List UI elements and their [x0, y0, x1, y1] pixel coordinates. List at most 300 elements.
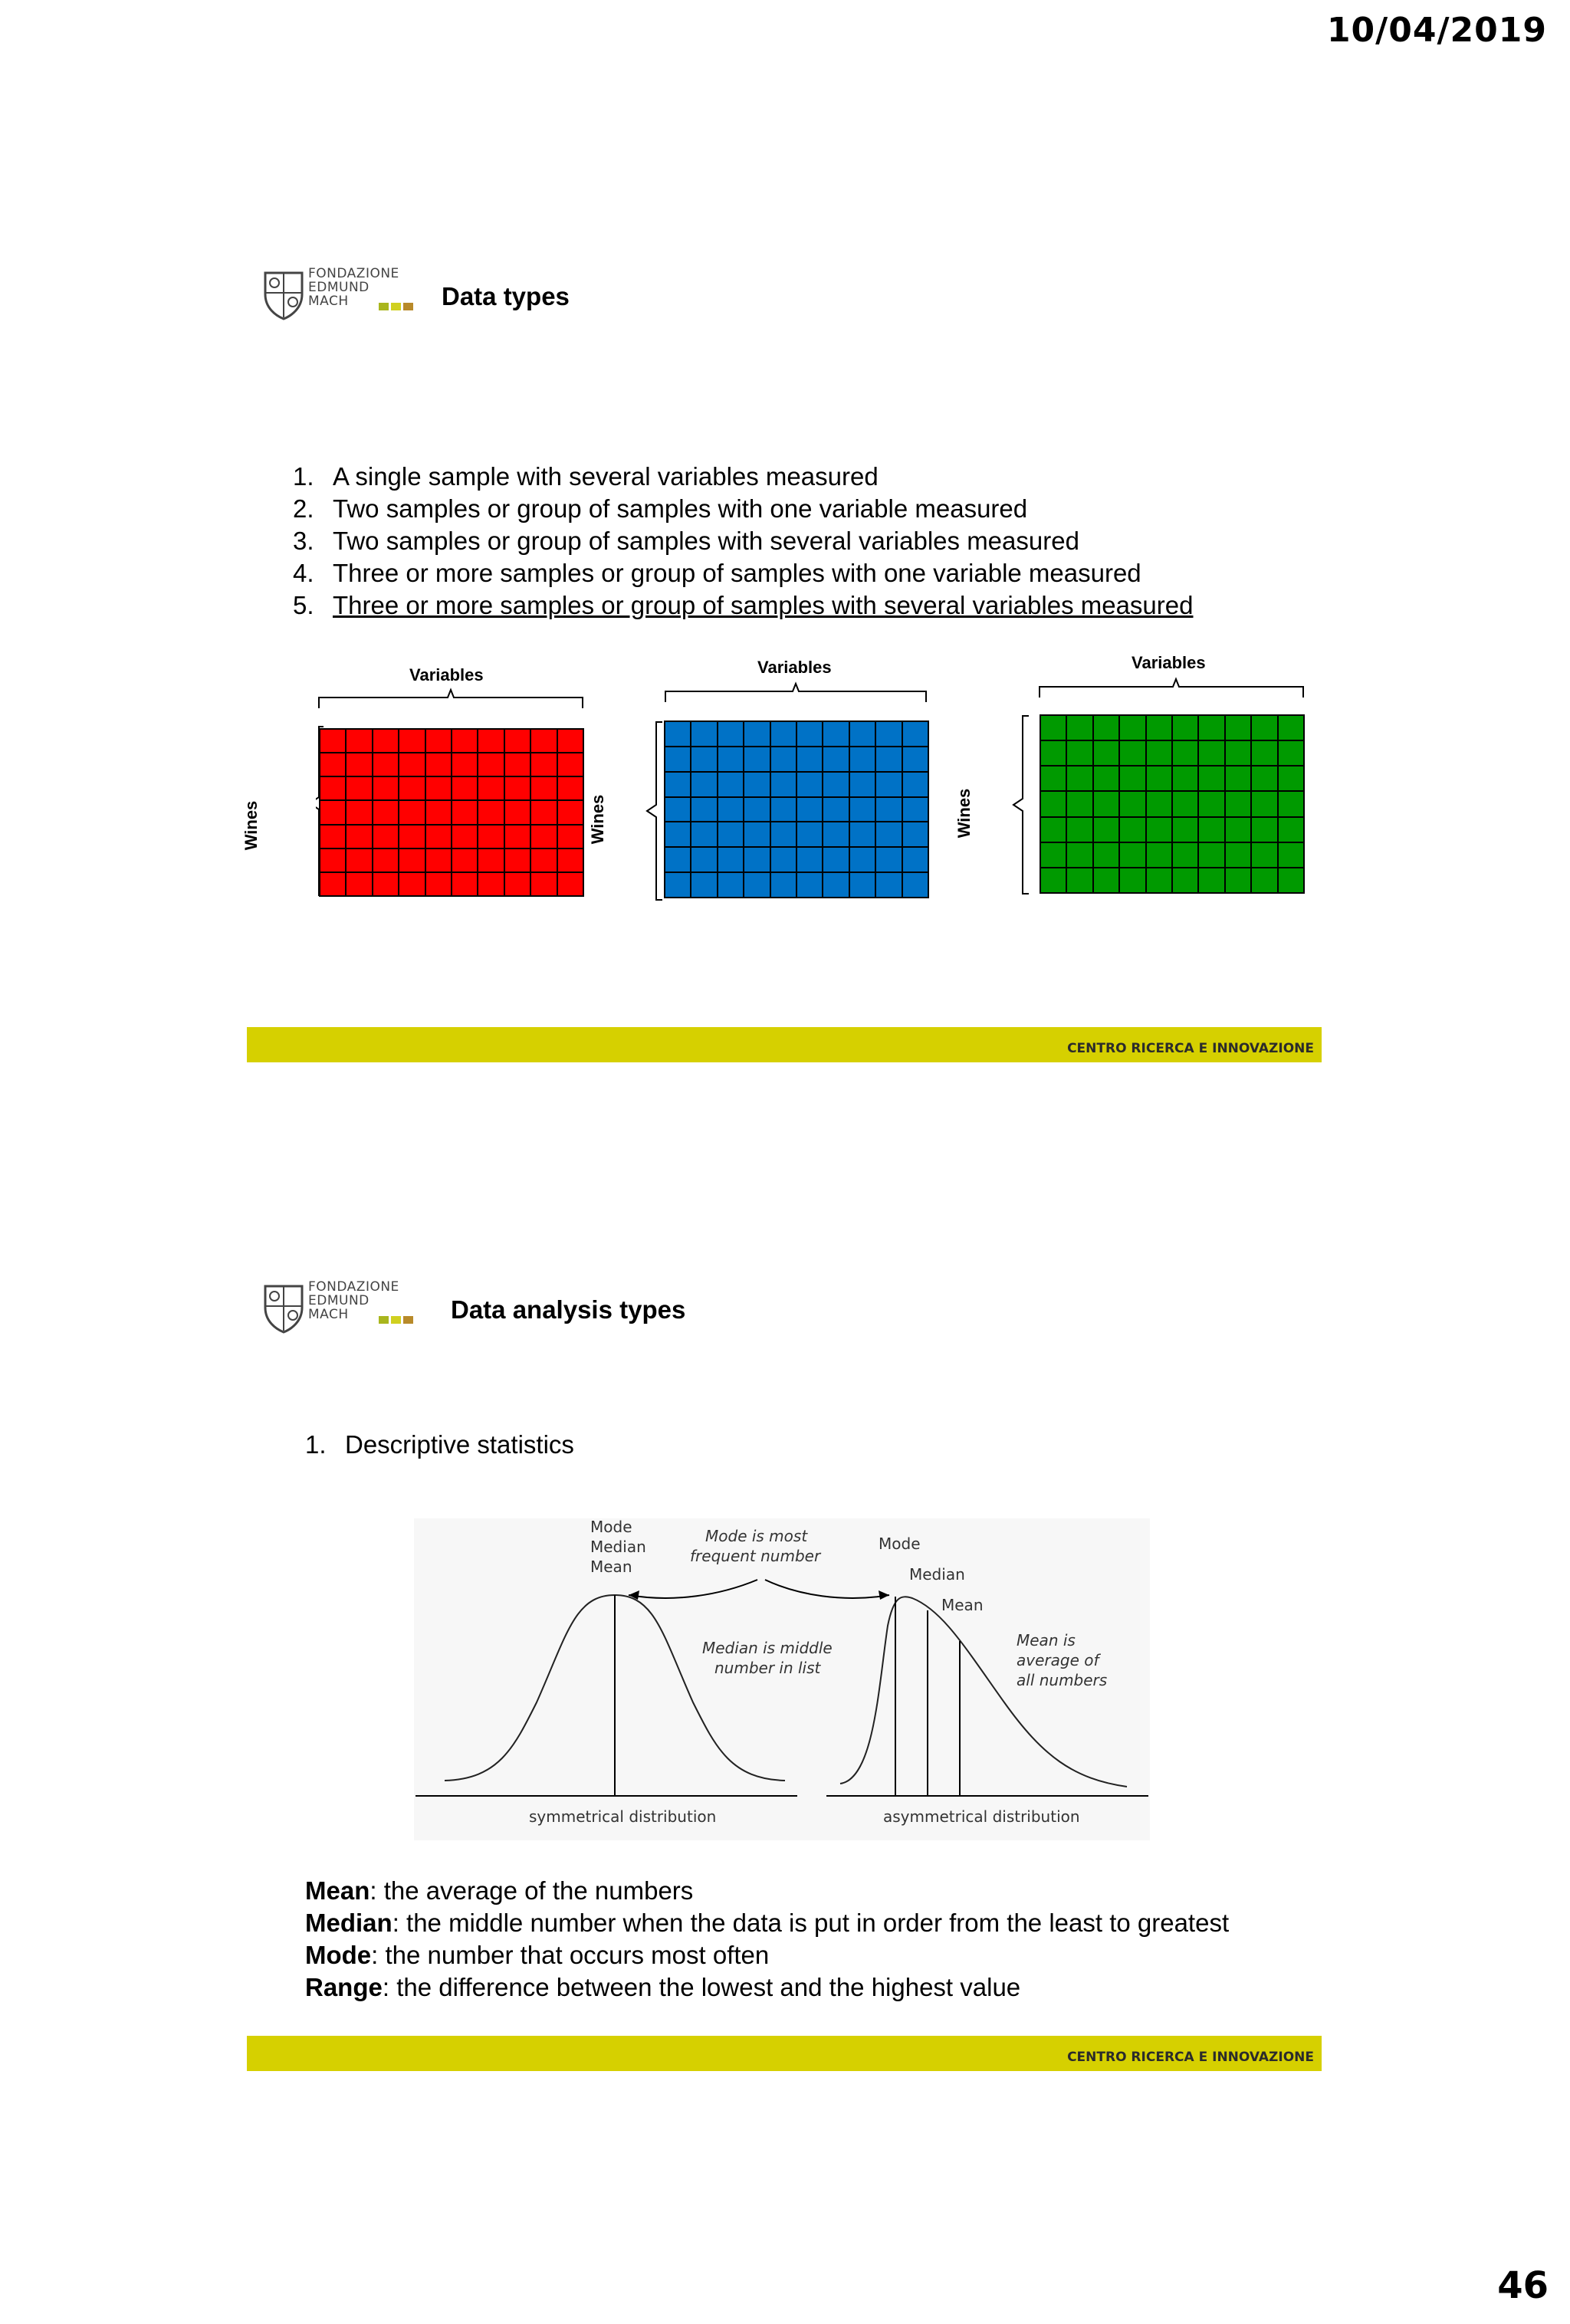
matrix-cell	[1040, 842, 1066, 868]
logo-line-2: EDMUND	[308, 1293, 370, 1308]
logo-squares	[379, 1314, 415, 1328]
matrix-cell	[665, 747, 691, 772]
matrix-cell	[1172, 715, 1198, 740]
list-text: Descriptive statistics	[345, 1430, 574, 1459]
matrix-cell	[1172, 791, 1198, 816]
list-text: Two samples or group of samples with several variables measured	[333, 527, 1079, 555]
matrix-cell	[346, 825, 372, 849]
shield-icon	[262, 268, 305, 320]
matrix-cell	[1093, 868, 1119, 893]
list-item	[293, 589, 1193, 622]
matrix-cell	[744, 872, 770, 898]
matrix-cell	[425, 872, 452, 896]
matrix-cell	[1119, 868, 1145, 893]
matrix-cell	[823, 797, 849, 822]
matrix-cell	[425, 800, 452, 824]
list-item	[293, 493, 1193, 525]
matrix-cell	[691, 772, 717, 797]
matrix-cell	[504, 849, 530, 872]
matrix-cell	[718, 822, 744, 847]
matrix-cell	[849, 772, 875, 797]
matrix-cell	[1251, 715, 1277, 740]
matrix-cell	[530, 849, 557, 872]
matrix-cell	[691, 747, 717, 772]
wines-label: Wines	[588, 794, 607, 845]
matrix-cell	[718, 847, 744, 872]
matrix-cell	[320, 849, 346, 872]
mode-note-line-1: Mode is most	[705, 1527, 808, 1545]
left-mode-label: Mode	[590, 1518, 632, 1536]
matrix-cell	[346, 729, 372, 753]
matrix-cell	[320, 729, 346, 753]
matrix-cell	[1278, 817, 1304, 842]
matrix-cell	[1093, 740, 1119, 766]
list-number: 4.	[293, 559, 314, 587]
matrix-cell	[320, 753, 346, 776]
matrix-cell	[691, 872, 717, 898]
matrix-cell	[875, 822, 902, 847]
matrix-cell	[875, 847, 902, 872]
matrix-cell	[320, 872, 346, 896]
definition-item	[305, 1939, 1229, 1971]
matrix-cell	[399, 872, 425, 896]
matrix-cell	[665, 772, 691, 797]
matrix-cell	[373, 729, 399, 753]
matrix-cell	[478, 800, 504, 824]
wines-label: Wines	[241, 800, 261, 851]
matrix-cell	[744, 822, 770, 847]
matrix-cell	[770, 822, 796, 847]
matrix-cell	[557, 849, 583, 872]
matrix-cell	[1225, 817, 1251, 842]
matrix-cell	[530, 753, 557, 776]
fem-logo	[262, 265, 423, 325]
arrow-left	[629, 1580, 757, 1598]
slide-footer-bar	[247, 1027, 1322, 1062]
matrix-cell	[425, 753, 452, 776]
mean-note-line-1: Mean is	[1017, 1631, 1076, 1649]
matrix-cell	[530, 800, 557, 824]
list-number: 1.	[293, 462, 314, 491]
matrix-cell	[1119, 766, 1145, 791]
matrix-cell	[399, 776, 425, 800]
matrix-cell	[452, 849, 478, 872]
matrix-cell	[425, 729, 452, 753]
median-note-line-2: number in list	[714, 1659, 821, 1677]
matrix-cell	[1146, 740, 1172, 766]
matrix-cell	[1172, 740, 1198, 766]
median-note-line-1: Median is middle	[702, 1639, 833, 1657]
logo-line-1: FONDAZIONE	[308, 1279, 399, 1295]
matrix-cell	[902, 822, 928, 847]
matrix-cell	[1093, 715, 1119, 740]
matrix-cell	[665, 872, 691, 898]
definition-term: Median	[305, 1909, 392, 1937]
matrix-cell	[452, 800, 478, 824]
matrix-cell	[1225, 868, 1251, 893]
matrix-cell	[346, 753, 372, 776]
matrix-cell	[1251, 740, 1277, 766]
mean-note-line-3: all numbers	[1017, 1671, 1108, 1689]
matrix-cell	[902, 772, 928, 797]
matrix-cell	[1040, 766, 1066, 791]
matrix-cell	[1172, 817, 1198, 842]
matrix-cell	[770, 772, 796, 797]
left-caption: symmetrical distribution	[529, 1807, 717, 1826]
matrix-cell	[1198, 842, 1224, 868]
matrix-cell	[665, 797, 691, 822]
matrix-cell	[1146, 868, 1172, 893]
matrix-cell	[425, 825, 452, 849]
list-item	[293, 525, 1193, 557]
matrix-cell	[478, 776, 504, 800]
matrix-cell	[1251, 766, 1277, 791]
matrix-cell	[1172, 842, 1198, 868]
matrix-cell	[1198, 740, 1224, 766]
definition-text: : the average of the numbers	[370, 1876, 694, 1905]
matrix-cell	[504, 825, 530, 849]
matrix-cell	[504, 800, 530, 824]
matrix-cell	[718, 872, 744, 898]
list-item	[305, 1430, 574, 1459]
list-number: 3.	[293, 527, 314, 555]
matrix-cell	[1198, 817, 1224, 842]
matrix-cell	[849, 747, 875, 772]
matrix-cell	[849, 847, 875, 872]
variables-label: Variables	[1132, 653, 1206, 672]
matrix-cell	[557, 800, 583, 824]
matrix-cell	[1066, 740, 1092, 766]
matrix-cell	[504, 729, 530, 753]
matrix-cell	[373, 849, 399, 872]
matrix-cell	[823, 721, 849, 747]
matrix-cell	[902, 847, 928, 872]
footer-text: CENTRO RICERCA E INNOVAZIONE	[1067, 2050, 1314, 2065]
matrix-cell	[1146, 715, 1172, 740]
matrix-cell	[1119, 740, 1145, 766]
variables-label: Variables	[757, 658, 832, 677]
matrix-cell	[452, 776, 478, 800]
matrix-cell	[849, 822, 875, 847]
arrow-right	[765, 1580, 889, 1598]
matrix-cell	[478, 849, 504, 872]
variables-label: Variables	[409, 665, 484, 684]
matrix-cell	[718, 797, 744, 822]
matrix-cell	[1146, 842, 1172, 868]
matrix-cell	[1119, 791, 1145, 816]
logo-square	[403, 1316, 413, 1324]
matrix-cell	[796, 747, 823, 772]
matrix-cell	[373, 776, 399, 800]
matrix-cell	[849, 721, 875, 747]
matrix-cell	[1119, 817, 1145, 842]
matrix-cell	[796, 872, 823, 898]
matrix-cell	[346, 776, 372, 800]
matrix-cell	[1225, 766, 1251, 791]
matrix-cell	[1251, 817, 1277, 842]
matrix-cell	[452, 729, 478, 753]
list-text: Three or more samples or group of samples with several variables measured	[333, 591, 1194, 619]
matrix-cell	[1278, 842, 1304, 868]
definition-item	[305, 1971, 1229, 2004]
list-number: 5.	[293, 591, 314, 619]
matrix-cell	[691, 721, 717, 747]
matrix-cell	[373, 800, 399, 824]
fem-logo	[262, 1279, 423, 1338]
matrix-cell	[373, 872, 399, 896]
matrix-cell	[1225, 715, 1251, 740]
matrix-cell	[504, 776, 530, 800]
matrix-cell	[796, 847, 823, 872]
matrix-cell	[902, 872, 928, 898]
mean-note-line-2: average of	[1017, 1651, 1099, 1669]
right-caption: asymmetrical distribution	[883, 1807, 1080, 1826]
matrix-cell	[425, 849, 452, 872]
matrix-cell	[875, 721, 902, 747]
matrix-cell	[1093, 842, 1119, 868]
matrix-cell	[770, 721, 796, 747]
slide-data-types	[241, 227, 1322, 1062]
definition-term: Range	[305, 1973, 383, 2001]
logo-square	[379, 1316, 389, 1324]
logo-square	[391, 1316, 401, 1324]
matrix-cell	[902, 747, 928, 772]
matrix-cell	[665, 721, 691, 747]
matrix-cell	[1278, 740, 1304, 766]
logo-square	[391, 303, 401, 310]
slide-data-analysis-types	[247, 1239, 1322, 2071]
matrix-cell	[796, 772, 823, 797]
matrix-cell	[1278, 715, 1304, 740]
matrix-cell	[665, 847, 691, 872]
matrix-cell	[770, 872, 796, 898]
matrix-cell	[425, 776, 452, 800]
matrix-cell	[718, 721, 744, 747]
matrix-cell	[504, 753, 530, 776]
matrix-cell	[530, 729, 557, 753]
list-number: 1.	[305, 1430, 327, 1459]
matrix-cell	[1066, 842, 1092, 868]
matrix-cell	[399, 800, 425, 824]
logo-line-2: EDMUND	[308, 280, 370, 295]
right-mean-label: Mean	[941, 1596, 984, 1614]
matrix-cell	[399, 729, 425, 753]
matrix-cell	[1198, 766, 1224, 791]
logo-line-3: MACH	[308, 1307, 349, 1322]
mode-note-line-2: frequent number	[690, 1547, 821, 1565]
matrix-cell	[373, 753, 399, 776]
matrix-cell	[1040, 791, 1066, 816]
matrix-cell	[478, 825, 504, 849]
matrix-cell	[346, 872, 372, 896]
matrix-cell	[1066, 868, 1092, 893]
matrix-cell	[902, 797, 928, 822]
matrix-cell	[1198, 868, 1224, 893]
list-text: A single sample with several variables measured	[333, 462, 879, 491]
footer-text: CENTRO RICERCA E INNOVAZIONE	[1067, 1041, 1314, 1056]
matrix-cell	[744, 847, 770, 872]
slide-footer-bar	[247, 2036, 1322, 2071]
asymmetric-curve	[840, 1597, 1127, 1787]
matrix-cell	[823, 747, 849, 772]
matrix-cell	[875, 797, 902, 822]
wine-matrix-red	[319, 728, 584, 897]
matrix-cell	[557, 729, 583, 753]
right-median-label: Median	[909, 1565, 965, 1584]
matrix-cell	[478, 753, 504, 776]
list-text: Two samples or group of samples with one variable measured	[333, 494, 1028, 523]
matrix-cell	[557, 753, 583, 776]
slide-title: Data types	[442, 282, 570, 310]
matrix-cell	[691, 822, 717, 847]
matrix-cell	[1093, 791, 1119, 816]
matrix-cell	[399, 753, 425, 776]
matrix-cell	[1251, 868, 1277, 893]
matrix-cell	[557, 776, 583, 800]
matrix-cell	[875, 872, 902, 898]
matrix-cell	[691, 797, 717, 822]
matrix-cell	[744, 772, 770, 797]
matrix-cell	[1146, 817, 1172, 842]
matrix-cell	[1066, 791, 1092, 816]
matrix-cell	[849, 872, 875, 898]
matrix-cell	[1066, 766, 1092, 791]
matrix-cell	[320, 825, 346, 849]
list-item	[293, 557, 1193, 589]
left-mean-label: Mean	[590, 1558, 632, 1576]
definition-text: : the difference between the lowest and the highest value	[382, 1973, 1021, 2001]
matrix-cell	[1225, 740, 1251, 766]
wine-matrix-blue	[664, 721, 929, 898]
matrix-cell	[530, 776, 557, 800]
matrix-cell	[744, 797, 770, 822]
matrix-cell	[744, 721, 770, 747]
matrix-cell	[1040, 715, 1066, 740]
matrix-cell	[373, 825, 399, 849]
matrix-cell	[744, 747, 770, 772]
matrix-cell	[1251, 791, 1277, 816]
list-text: Three or more samples or group of samples with one variable measured	[333, 559, 1141, 587]
logo-square	[379, 303, 389, 310]
matrix-cell	[320, 776, 346, 800]
matrix-cell	[346, 800, 372, 824]
logo-squares	[379, 300, 415, 314]
matrix-cell	[346, 849, 372, 872]
matrix-cell	[718, 772, 744, 797]
wines-label: Wines	[954, 788, 974, 839]
shield-icon	[262, 1282, 305, 1334]
definition-term: Mode	[305, 1941, 372, 1969]
arrow-right-head	[879, 1590, 889, 1600]
matrix-cell	[1119, 842, 1145, 868]
matrix-cell	[875, 747, 902, 772]
distribution-figure	[414, 1518, 1150, 1840]
matrix-cell	[1198, 791, 1224, 816]
matrix-cell	[1066, 715, 1092, 740]
wines-brace	[1006, 714, 1036, 898]
matrix-cell	[530, 872, 557, 896]
matrix-cell	[770, 747, 796, 772]
matrix-cell	[691, 847, 717, 872]
definition-item	[305, 1875, 1229, 1907]
matrix-cell	[902, 721, 928, 747]
left-median-label: Median	[590, 1538, 646, 1556]
matrix-cell	[718, 747, 744, 772]
matrix-cell	[1040, 740, 1066, 766]
matrix-cell	[1278, 868, 1304, 893]
matrix-cell	[665, 822, 691, 847]
list-number: 2.	[293, 494, 314, 523]
logo-square	[403, 303, 413, 310]
matrix-cell	[796, 721, 823, 747]
matrix-cell	[1093, 817, 1119, 842]
matrix-cell	[1198, 715, 1224, 740]
definition-text: : the middle number when the data is put in order from the least to greatest	[392, 1909, 1230, 1937]
matrix-cell	[823, 772, 849, 797]
logo-line-3: MACH	[308, 294, 349, 309]
matrix-cell	[1146, 766, 1172, 791]
definition-term: Mean	[305, 1876, 370, 1905]
matrix-cell	[1225, 791, 1251, 816]
matrix-cell	[1172, 766, 1198, 791]
matrix-cell	[823, 872, 849, 898]
logo-line-1: FONDAZIONE	[308, 266, 399, 281]
definition-text: : the number that occurs most often	[371, 1941, 770, 1969]
matrix-cell	[823, 847, 849, 872]
matrix-cell	[504, 872, 530, 896]
matrix-cell	[1066, 817, 1092, 842]
definitions-list	[305, 1875, 1229, 2004]
matrix-cell	[320, 800, 346, 824]
matrix-cell	[1040, 817, 1066, 842]
matrix-cell	[1040, 868, 1066, 893]
matrix-cell	[1251, 842, 1277, 868]
right-mode-label: Mode	[879, 1535, 921, 1553]
document-date: 10/04/2019	[1326, 11, 1547, 50]
matrix-cell	[478, 729, 504, 753]
matrix-cell	[796, 822, 823, 847]
matrix-cell	[557, 872, 583, 896]
matrix-cell	[823, 822, 849, 847]
matrix-cell	[1225, 842, 1251, 868]
matrix-cell	[770, 847, 796, 872]
matrix-cell	[875, 772, 902, 797]
matrix-cell	[1278, 766, 1304, 791]
matrix-cell	[478, 872, 504, 896]
list-item	[293, 461, 1193, 493]
matrix-cell	[530, 825, 557, 849]
matrix-cell	[557, 825, 583, 849]
data-types-list	[293, 461, 1193, 622]
matrix-cell	[452, 753, 478, 776]
matrix-cell	[1093, 766, 1119, 791]
page-number: 46	[1497, 2264, 1549, 2307]
matrix-cell	[1278, 791, 1304, 816]
matrix-cell	[399, 825, 425, 849]
matrix-cell	[1172, 868, 1198, 893]
matrix-cell	[399, 849, 425, 872]
matrix-cell	[1146, 791, 1172, 816]
matrix-cell	[849, 797, 875, 822]
matrix-cell	[452, 825, 478, 849]
definition-item	[305, 1907, 1229, 1939]
slide-title: Data analysis types	[451, 1295, 686, 1324]
matrix-cell	[452, 872, 478, 896]
wine-matrix-green	[1040, 714, 1305, 894]
matrix-cell	[796, 797, 823, 822]
matrix-cell	[770, 797, 796, 822]
matrix-cell	[1119, 715, 1145, 740]
